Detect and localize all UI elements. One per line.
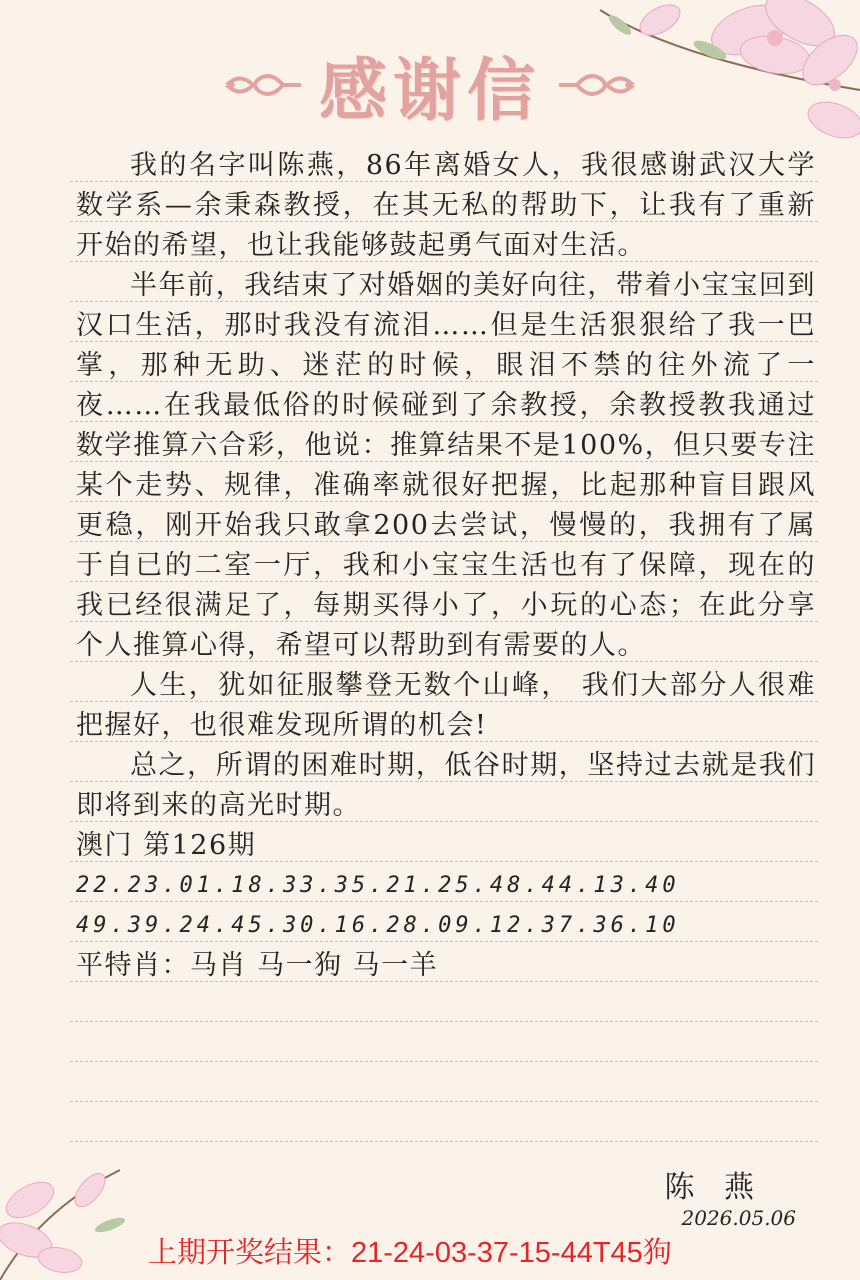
paragraph: 我的名字叫陈燕，86年离婚女人，我很感谢武汉大学数学系—余秉森教授，在其无私的帮助下，让我有了重新开始的希望，也让我能够鼓起勇气面对生活。	[76, 150, 816, 261]
paragraph: 半年前，我结束了对婚姻的美好向往，带着小宝宝回到汉口生活，那时我没有流泪……但是生活狠狠给了我一巴掌，那种无助、迷茫的时候，眼泪不禁的往外流了一夜……在我最低俗的时候碰到了余教授，余教授教我通过数学推算六合彩，他说：推算结果不是100%，但只要专注某个走势、规律，准确率就很好把握，比起那种盲目跟风更稳，刚开始我只敢拿200去尝试，慢慢的，我拥有了属于自已的二室一厅，我和小宝宝生活也有了保障，现在的我已经很满足了，每期买得小了，小玩的心态；在此分享个人推算心得，希望可以帮助到有需要的人。	[76, 270, 816, 661]
ornament-left-icon	[223, 65, 303, 105]
ruled-line	[70, 1061, 818, 1062]
paragraph: 总之，所谓的困难时期，低谷时期，坚持过去就是我们即将到来的高光时期。	[76, 750, 816, 821]
letter-body	[76, 146, 816, 986]
ornament-right-icon	[557, 65, 637, 105]
numbers-line: 49.39.24.45.30.16.28.09.12.37.36.10	[76, 913, 680, 938]
signature: 陈 燕	[664, 1170, 764, 1205]
ruled-line	[70, 1101, 818, 1102]
paragraph: 人生，犹如征服攀登无数个山峰， 我们大部分人很难把握好，也很难发现所谓的机会!	[76, 670, 816, 741]
zodiac-line: 平特肖：马肖 马一狗 马一羊	[76, 950, 439, 981]
ruled-line	[70, 1141, 818, 1142]
ruled-line	[70, 1021, 818, 1022]
numbers-line: 22.23.01.18.33.35.21.25.48.44.13.40	[76, 873, 680, 898]
period-label: 澳门 第126期	[76, 830, 257, 861]
letter-date: 2026.05.06	[681, 1206, 796, 1230]
last-result-banner: 上期开奖结果：21-24-03-37-15-44T45狗	[148, 1237, 672, 1269]
letter-title: 感谢信	[318, 50, 541, 131]
flower-decoration-bottom-left	[0, 1130, 150, 1280]
title-area	[0, 40, 860, 130]
